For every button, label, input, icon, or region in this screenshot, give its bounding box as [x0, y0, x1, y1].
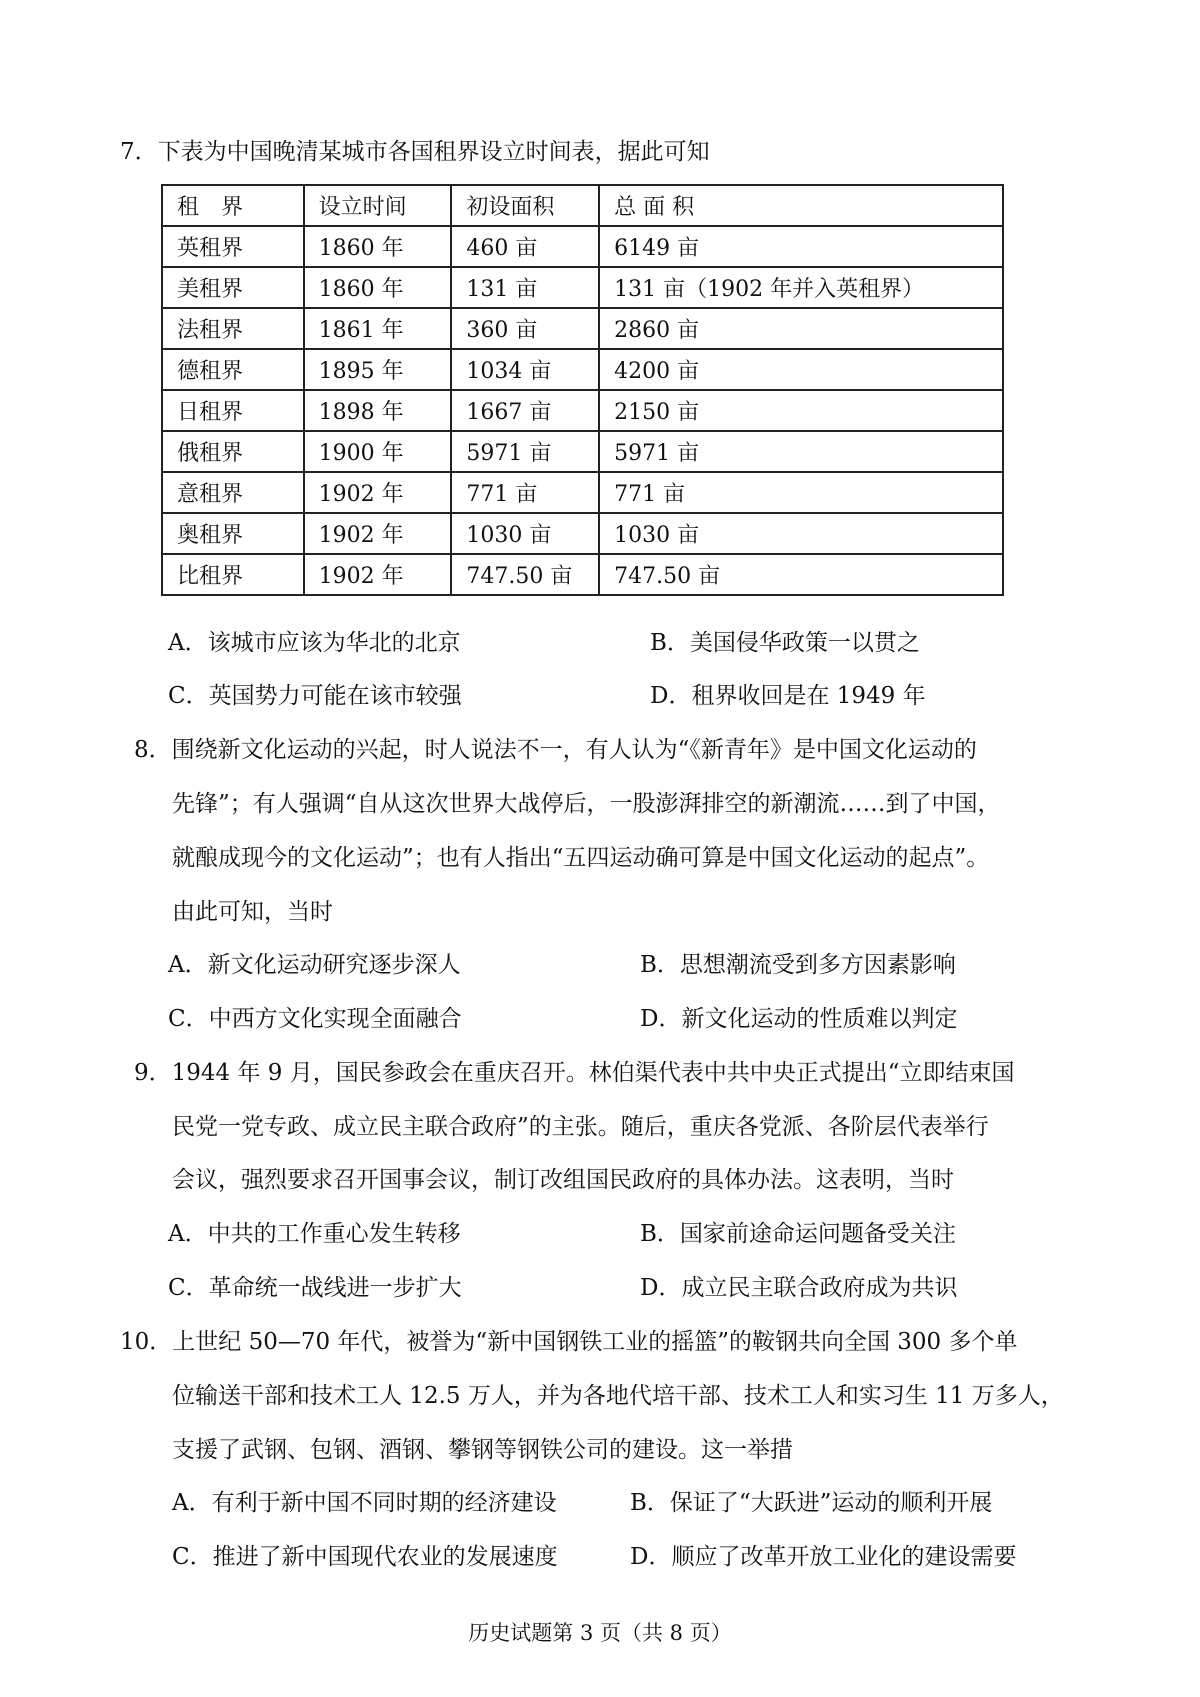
question-text: 支援了武钢、包钢、酒钢、攀钢等钢铁公司的建设。这一举措 — [172, 1437, 793, 1463]
option-d[interactable]: D．租界收回是在 1949 年 — [650, 683, 926, 709]
table-cell: 意租界 — [162, 472, 304, 513]
question-text: 位输送干部和技术工人 12.5 万人，并为各地代培干部、技术工人和实习生 11 万多人， — [172, 1383, 1064, 1409]
question-number: 9． — [134, 1060, 172, 1086]
option-b[interactable]: B．思想潮流受到多方因素影响 — [640, 952, 956, 978]
option-b[interactable]: B．国家前途命运问题备受关注 — [640, 1221, 956, 1247]
table-cell: 747.50 亩 — [451, 554, 599, 595]
table-cell: 360 亩 — [451, 308, 599, 349]
table-cell: 英租界 — [162, 226, 304, 267]
table-cell: 俄租界 — [162, 431, 304, 472]
concession-table — [161, 184, 1004, 596]
option-a[interactable]: A．中共的工作重心发生转移 — [168, 1221, 461, 1247]
table-header-cell: 租 界 — [162, 185, 304, 226]
table-cell: 771 亩 — [451, 472, 599, 513]
option-a[interactable]: A．有利于新中国不同时期的经济建设 — [172, 1490, 557, 1516]
table-cell: 1895 年 — [304, 349, 452, 390]
page-number-label: 历史试题第 3 页（共 8 页） — [468, 1621, 732, 1645]
option-c[interactable]: C．革命统一战线进一步扩大 — [168, 1275, 462, 1301]
option-a[interactable]: A．新文化运动研究逐步深人 — [168, 952, 461, 978]
table-row — [162, 226, 1003, 267]
table-row — [162, 513, 1003, 554]
table-cell: 1902 年 — [304, 472, 452, 513]
question-8-stem — [134, 735, 977, 765]
question-text: 围绕新文化运动的兴起，时人说法不一，有人认为“《新青年》是中国文化运动的 — [171, 737, 977, 763]
table-cell: 1902 年 — [304, 554, 452, 595]
page-footer — [0, 1617, 1200, 1647]
table-header-cell: 初设面积 — [451, 185, 599, 226]
table-cell: 747.50 亩 — [599, 554, 1003, 595]
option-d[interactable]: D．顺应了改革开放工业化的建设需要 — [630, 1544, 1017, 1570]
table-cell: 1667 亩 — [451, 390, 599, 431]
question-number: 8． — [134, 737, 172, 763]
question-text: 会议，强烈要求召开国事会议，制订改组国民政府的具体办法。这表明，当时 — [172, 1167, 954, 1193]
table-row — [162, 390, 1003, 431]
table-row — [162, 554, 1003, 595]
table-cell: 日租界 — [162, 390, 304, 431]
question-text: 先锋”；有人强调“自从这次世界大战停后，一股澎湃排空的新潮流……到了中国， — [172, 791, 1001, 817]
table-cell: 1898 年 — [304, 390, 452, 431]
option-b[interactable]: B．美国侵华政策一以贯之 — [650, 630, 920, 656]
question-9-stem — [134, 1058, 1015, 1088]
table-cell: 比租界 — [162, 554, 304, 595]
question-text: 上世纪 50—70 年代，被誉为“新中国钢铁工业的摇篮”的鞍钢共向全国 300 多个单 — [172, 1329, 1018, 1355]
table-cell: 771 亩 — [599, 472, 1003, 513]
question-text: 1944 年 9 月，国民参政会在重庆召开。林伯渠代表中共中央正式提出“立即结束国 — [171, 1060, 1015, 1086]
question-text: 就酿成现今的文化运动”；也有人指出“五四运动确可算是中国文化运动的起点”。 — [172, 845, 990, 871]
question-number: 10． — [120, 1329, 173, 1355]
question-10-stem — [120, 1327, 1017, 1357]
table-cell: 1030 亩 — [599, 513, 1003, 554]
question-number: 7． — [120, 139, 158, 165]
table-cell: 5971 亩 — [599, 431, 1003, 472]
question-text: 下表为中国晚清某城市各国租界设立时间表，据此可知 — [157, 139, 710, 165]
table-row — [162, 431, 1003, 472]
table-header-row — [162, 185, 1003, 226]
table-cell: 131 亩（1902 年并入英租界） — [599, 267, 1003, 308]
option-c[interactable]: C．中西方文化实现全面融合 — [168, 1006, 462, 1032]
table-cell: 5971 亩 — [451, 431, 599, 472]
table-row — [162, 349, 1003, 390]
option-c[interactable]: C．推进了新中国现代农业的发展速度 — [172, 1544, 558, 1570]
option-d[interactable]: D．新文化运动的性质难以判定 — [640, 1006, 958, 1032]
table-cell: 1902 年 — [304, 513, 452, 554]
question-7-stem — [120, 137, 710, 167]
question-text: 民党一党专政、成立民主联合政府”的主张。随后，重庆各党派、各阶层代表举行 — [172, 1114, 989, 1140]
table-cell: 法租界 — [162, 308, 304, 349]
table-cell: 2150 亩 — [599, 390, 1003, 431]
table-cell: 1900 年 — [304, 431, 452, 472]
table-cell: 131 亩 — [451, 267, 599, 308]
table-row — [162, 472, 1003, 513]
table-cell: 1860 年 — [304, 267, 452, 308]
table-header-cell: 总 面 积 — [599, 185, 1003, 226]
table-header-cell: 设立时间 — [304, 185, 452, 226]
table-cell: 德租界 — [162, 349, 304, 390]
option-c[interactable]: C．英国势力可能在该市较强 — [168, 683, 462, 709]
table-cell: 460 亩 — [451, 226, 599, 267]
table-cell: 美租界 — [162, 267, 304, 308]
question-text: 由此可知，当时 — [172, 899, 333, 925]
table-cell: 1034 亩 — [451, 349, 599, 390]
option-b[interactable]: B．保证了“大跃进”运动的顺利开展 — [630, 1490, 993, 1516]
table-cell: 1860 年 — [304, 226, 452, 267]
table-cell: 4200 亩 — [599, 349, 1003, 390]
table-cell: 1861 年 — [304, 308, 452, 349]
option-d[interactable]: D．成立民主联合政府成为共识 — [640, 1275, 958, 1301]
table-cell: 奥租界 — [162, 513, 304, 554]
table-row — [162, 267, 1003, 308]
table-cell: 6149 亩 — [599, 226, 1003, 267]
option-a[interactable]: A．该城市应该为华北的北京 — [168, 630, 461, 656]
table-row — [162, 308, 1003, 349]
table-cell: 1030 亩 — [451, 513, 599, 554]
table-cell: 2860 亩 — [599, 308, 1003, 349]
